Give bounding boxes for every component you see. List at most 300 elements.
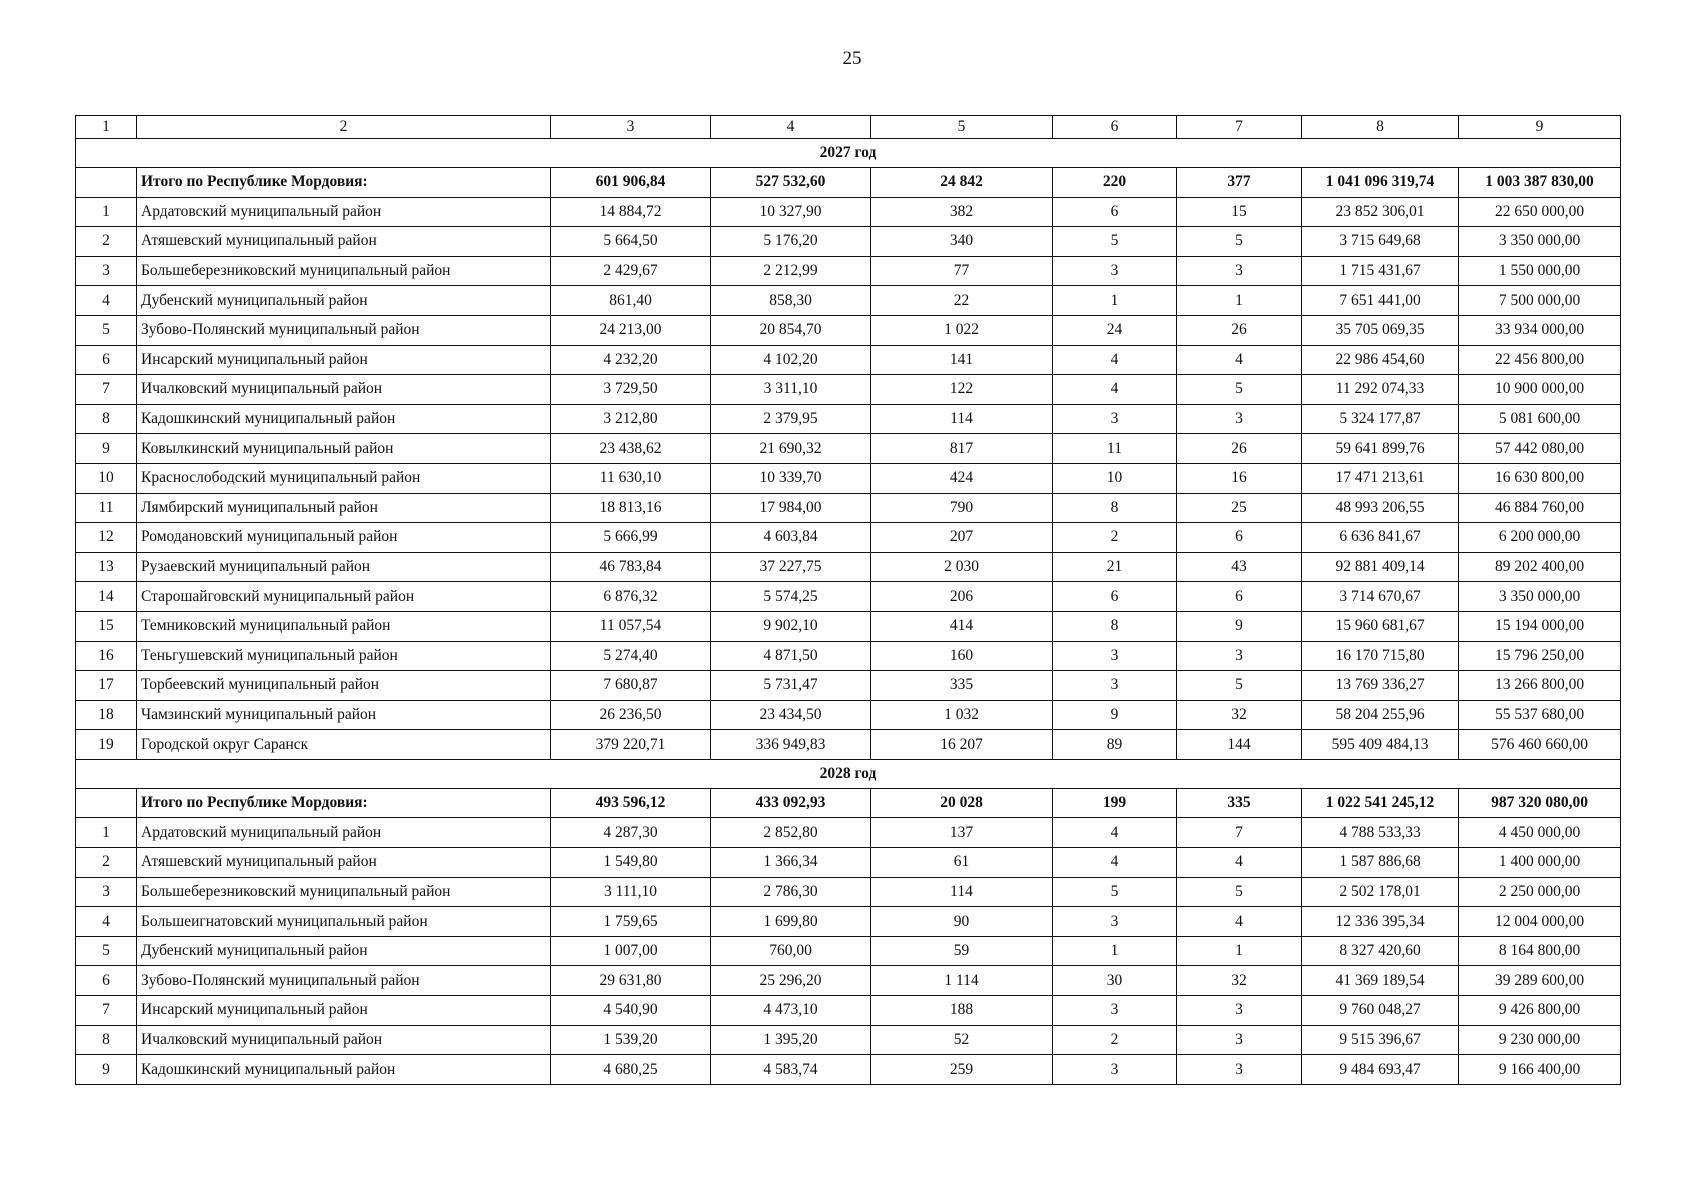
col-8-cell: 23 852 306,01 bbox=[1302, 197, 1459, 227]
col-3-cell: 18 813,16 bbox=[551, 493, 711, 523]
col-7-cell: 26 bbox=[1177, 315, 1302, 345]
col-9-cell: 22 650 000,00 bbox=[1459, 197, 1621, 227]
col-6-cell: 5 bbox=[1053, 227, 1177, 257]
col-3-cell: 6 876,32 bbox=[551, 582, 711, 612]
col-9-cell: 2 250 000,00 bbox=[1459, 877, 1621, 907]
col-7-cell: 7 bbox=[1177, 818, 1302, 848]
col-3-cell: 7 680,87 bbox=[551, 671, 711, 701]
col-4-cell: 5 574,25 bbox=[711, 582, 871, 612]
col-5-cell: 790 bbox=[871, 493, 1053, 523]
col-6-cell: 4 bbox=[1053, 848, 1177, 878]
col-name-cell: Чамзинский муниципальный район bbox=[137, 700, 551, 730]
col-5-cell: 16 207 bbox=[871, 730, 1053, 760]
col-7-cell: 144 bbox=[1177, 730, 1302, 760]
col-7-cell: 6 bbox=[1177, 582, 1302, 612]
col-index-cell bbox=[76, 168, 137, 198]
col-4-cell: 9 902,10 bbox=[711, 611, 871, 641]
col-6-cell: 21 bbox=[1053, 552, 1177, 582]
col-7-cell: 3 bbox=[1177, 641, 1302, 671]
col-3-cell: 1 549,80 bbox=[551, 848, 711, 878]
col-name-cell: Большеигнатовский муниципальный район bbox=[137, 907, 551, 937]
col-8-cell: 22 986 454,60 bbox=[1302, 345, 1459, 375]
col-index-cell: 17 bbox=[76, 671, 137, 701]
col-3-cell: 1 007,00 bbox=[551, 936, 711, 966]
col-index-cell bbox=[76, 788, 137, 818]
table-row bbox=[76, 818, 1621, 848]
col-name-cell: Дубенский муниципальный район bbox=[137, 286, 551, 316]
col-7-cell: 4 bbox=[1177, 345, 1302, 375]
col-8-cell: 5 324 177,87 bbox=[1302, 404, 1459, 434]
col-name-cell: Лямбирский муниципальный район bbox=[137, 493, 551, 523]
total-row bbox=[76, 168, 1621, 198]
col-9-cell: 12 004 000,00 bbox=[1459, 907, 1621, 937]
col-5-cell: 59 bbox=[871, 936, 1053, 966]
col-8-cell: 16 170 715,80 bbox=[1302, 641, 1459, 671]
col-4-cell: 1 699,80 bbox=[711, 907, 871, 937]
table-row bbox=[76, 434, 1621, 464]
col-3-cell: 3 212,80 bbox=[551, 404, 711, 434]
col-5-cell: 206 bbox=[871, 582, 1053, 612]
col-3-cell: 601 906,84 bbox=[551, 168, 711, 198]
year-section-header bbox=[76, 139, 1621, 168]
col-6-cell: 3 bbox=[1053, 641, 1177, 671]
col-7-cell: 43 bbox=[1177, 552, 1302, 582]
col-6-cell: 3 bbox=[1053, 404, 1177, 434]
col-name-cell: Большеберезниковский муниципальный район bbox=[137, 256, 551, 286]
col-9-cell: 15 796 250,00 bbox=[1459, 641, 1621, 671]
table-row bbox=[76, 552, 1621, 582]
col-name-cell: Ковылкинский муниципальный район bbox=[137, 434, 551, 464]
col-5-cell: 1 032 bbox=[871, 700, 1053, 730]
col-index-cell: 3 bbox=[76, 256, 137, 286]
col-9-cell: 16 630 800,00 bbox=[1459, 463, 1621, 493]
col-4-cell: 4 871,50 bbox=[711, 641, 871, 671]
col-9-cell: 57 442 080,00 bbox=[1459, 434, 1621, 464]
col-4-cell: 25 296,20 bbox=[711, 966, 871, 996]
col-name-cell: Старошайговский муниципальный район bbox=[137, 582, 551, 612]
col-6-cell: 8 bbox=[1053, 493, 1177, 523]
table-row bbox=[76, 582, 1621, 612]
col-4-cell: 2 786,30 bbox=[711, 877, 871, 907]
col-5-cell: 90 bbox=[871, 907, 1053, 937]
col-6-cell: 6 bbox=[1053, 582, 1177, 612]
col-6-cell: 3 bbox=[1053, 907, 1177, 937]
col-4-cell: 5 731,47 bbox=[711, 671, 871, 701]
col-7-cell: 3 bbox=[1177, 1025, 1302, 1055]
col-8-cell: 1 041 096 319,74 bbox=[1302, 168, 1459, 198]
col-index-cell: 12 bbox=[76, 523, 137, 553]
col-8-cell: 13 769 336,27 bbox=[1302, 671, 1459, 701]
col-6-cell: 89 bbox=[1053, 730, 1177, 760]
col-7-cell: 5 bbox=[1177, 227, 1302, 257]
col-4-cell: 37 227,75 bbox=[711, 552, 871, 582]
col-9-cell: 5 081 600,00 bbox=[1459, 404, 1621, 434]
col-4-cell: 2 379,95 bbox=[711, 404, 871, 434]
col-name-cell: Ардатовский муниципальный район bbox=[137, 818, 551, 848]
col-4-cell: 858,30 bbox=[711, 286, 871, 316]
col-8-cell: 92 881 409,14 bbox=[1302, 552, 1459, 582]
col-8-cell: 59 641 899,76 bbox=[1302, 434, 1459, 464]
table-row bbox=[76, 641, 1621, 671]
col-5-cell: 22 bbox=[871, 286, 1053, 316]
col-index-cell: 1 bbox=[76, 197, 137, 227]
col-3-cell: 26 236,50 bbox=[551, 700, 711, 730]
col-9-cell: 89 202 400,00 bbox=[1459, 552, 1621, 582]
col-7-cell: 4 bbox=[1177, 907, 1302, 937]
column-number-row bbox=[76, 116, 1621, 139]
column-number-9: 9 bbox=[1459, 116, 1621, 139]
col-3-cell: 493 596,12 bbox=[551, 788, 711, 818]
col-8-cell: 1 715 431,67 bbox=[1302, 256, 1459, 286]
col-name-cell: Ичалковский муниципальный район bbox=[137, 375, 551, 405]
col-6-cell: 24 bbox=[1053, 315, 1177, 345]
table-row bbox=[76, 315, 1621, 345]
page-number: 25 bbox=[842, 48, 862, 69]
col-6-cell: 3 bbox=[1053, 256, 1177, 286]
col-index-cell: 7 bbox=[76, 375, 137, 405]
col-3-cell: 3 111,10 bbox=[551, 877, 711, 907]
col-7-cell: 1 bbox=[1177, 936, 1302, 966]
col-name-cell: Торбеевский муниципальный район bbox=[137, 671, 551, 701]
col-7-cell: 15 bbox=[1177, 197, 1302, 227]
col-3-cell: 4 287,30 bbox=[551, 818, 711, 848]
col-name-cell: Инсарский муниципальный район bbox=[137, 996, 551, 1026]
col-index-cell: 8 bbox=[76, 404, 137, 434]
col-9-cell: 1 550 000,00 bbox=[1459, 256, 1621, 286]
table-row bbox=[76, 936, 1621, 966]
table-row bbox=[76, 404, 1621, 434]
col-7-cell: 4 bbox=[1177, 848, 1302, 878]
col-5-cell: 77 bbox=[871, 256, 1053, 286]
col-name-cell: Теньгушевский муниципальный район bbox=[137, 641, 551, 671]
table-row bbox=[76, 671, 1621, 701]
col-5-cell: 2 030 bbox=[871, 552, 1053, 582]
col-4-cell: 23 434,50 bbox=[711, 700, 871, 730]
col-index-cell: 8 bbox=[76, 1025, 137, 1055]
col-index-cell: 4 bbox=[76, 286, 137, 316]
col-5-cell: 114 bbox=[871, 877, 1053, 907]
col-3-cell: 1 539,20 bbox=[551, 1025, 711, 1055]
col-5-cell: 259 bbox=[871, 1055, 1053, 1085]
col-4-cell: 4 102,20 bbox=[711, 345, 871, 375]
col-6-cell: 4 bbox=[1053, 345, 1177, 375]
col-6-cell: 3 bbox=[1053, 996, 1177, 1026]
col-6-cell: 199 bbox=[1053, 788, 1177, 818]
col-6-cell: 1 bbox=[1053, 936, 1177, 966]
col-8-cell: 9 515 396,67 bbox=[1302, 1025, 1459, 1055]
col-4-cell: 17 984,00 bbox=[711, 493, 871, 523]
col-9-cell: 55 537 680,00 bbox=[1459, 700, 1621, 730]
table-row bbox=[76, 345, 1621, 375]
col-9-cell: 987 320 080,00 bbox=[1459, 788, 1621, 818]
col-5-cell: 817 bbox=[871, 434, 1053, 464]
col-8-cell: 17 471 213,61 bbox=[1302, 463, 1459, 493]
col-5-cell: 122 bbox=[871, 375, 1053, 405]
col-index-cell: 9 bbox=[76, 434, 137, 464]
col-name-cell: Кадошкинский муниципальный район bbox=[137, 1055, 551, 1085]
col-4-cell: 1 366,34 bbox=[711, 848, 871, 878]
col-7-cell: 3 bbox=[1177, 1055, 1302, 1085]
col-index-cell: 10 bbox=[76, 463, 137, 493]
col-index-cell: 3 bbox=[76, 877, 137, 907]
column-number-1: 1 bbox=[76, 116, 137, 139]
col-4-cell: 10 327,90 bbox=[711, 197, 871, 227]
col-9-cell: 8 164 800,00 bbox=[1459, 936, 1621, 966]
col-7-cell: 377 bbox=[1177, 168, 1302, 198]
col-index-cell: 18 bbox=[76, 700, 137, 730]
col-9-cell: 1 003 387 830,00 bbox=[1459, 168, 1621, 198]
col-8-cell: 48 993 206,55 bbox=[1302, 493, 1459, 523]
col-6-cell: 30 bbox=[1053, 966, 1177, 996]
col-3-cell: 4 232,20 bbox=[551, 345, 711, 375]
col-9-cell: 4 450 000,00 bbox=[1459, 818, 1621, 848]
col-3-cell: 379 220,71 bbox=[551, 730, 711, 760]
data-table bbox=[75, 115, 1621, 1085]
col-name-cell: Ардатовский муниципальный район bbox=[137, 197, 551, 227]
table-body bbox=[76, 116, 1621, 1085]
col-5-cell: 1 022 bbox=[871, 315, 1053, 345]
col-index-cell: 2 bbox=[76, 227, 137, 257]
column-number-3: 3 bbox=[551, 116, 711, 139]
col-9-cell: 6 200 000,00 bbox=[1459, 523, 1621, 553]
col-3-cell: 861,40 bbox=[551, 286, 711, 316]
col-4-cell: 20 854,70 bbox=[711, 315, 871, 345]
col-6-cell: 5 bbox=[1053, 877, 1177, 907]
col-name-cell: Зубово-Полянский муниципальный район bbox=[137, 315, 551, 345]
col-6-cell: 4 bbox=[1053, 818, 1177, 848]
col-7-cell: 32 bbox=[1177, 700, 1302, 730]
col-name-cell: Атяшевский муниципальный район bbox=[137, 227, 551, 257]
col-5-cell: 61 bbox=[871, 848, 1053, 878]
col-8-cell: 1 022 541 245,12 bbox=[1302, 788, 1459, 818]
col-5-cell: 424 bbox=[871, 463, 1053, 493]
col-3-cell: 5 274,40 bbox=[551, 641, 711, 671]
col-3-cell: 4 540,90 bbox=[551, 996, 711, 1026]
col-name-cell: Зубово-Полянский муниципальный район bbox=[137, 966, 551, 996]
col-8-cell: 7 651 441,00 bbox=[1302, 286, 1459, 316]
col-7-cell: 9 bbox=[1177, 611, 1302, 641]
col-7-cell: 5 bbox=[1177, 671, 1302, 701]
year-label: 2028 год bbox=[76, 759, 1621, 788]
col-9-cell: 3 350 000,00 bbox=[1459, 582, 1621, 612]
col-index-cell: 14 bbox=[76, 582, 137, 612]
table-row bbox=[76, 1025, 1621, 1055]
column-number-6: 6 bbox=[1053, 116, 1177, 139]
col-index-cell: 13 bbox=[76, 552, 137, 582]
col-7-cell: 5 bbox=[1177, 877, 1302, 907]
col-name-cell: Итого по Республике Мордовия: bbox=[137, 168, 551, 198]
col-4-cell: 21 690,32 bbox=[711, 434, 871, 464]
col-4-cell: 2 852,80 bbox=[711, 818, 871, 848]
col-name-cell: Кадошкинский муниципальный район bbox=[137, 404, 551, 434]
col-7-cell: 26 bbox=[1177, 434, 1302, 464]
col-4-cell: 10 339,70 bbox=[711, 463, 871, 493]
col-index-cell: 6 bbox=[76, 345, 137, 375]
table-row bbox=[76, 256, 1621, 286]
col-8-cell: 41 369 189,54 bbox=[1302, 966, 1459, 996]
col-5-cell: 207 bbox=[871, 523, 1053, 553]
col-4-cell: 760,00 bbox=[711, 936, 871, 966]
col-9-cell: 7 500 000,00 bbox=[1459, 286, 1621, 316]
col-name-cell: Итого по Республике Мордовия: bbox=[137, 788, 551, 818]
col-index-cell: 1 bbox=[76, 818, 137, 848]
col-4-cell: 336 949,83 bbox=[711, 730, 871, 760]
col-5-cell: 137 bbox=[871, 818, 1053, 848]
col-3-cell: 23 438,62 bbox=[551, 434, 711, 464]
table-row bbox=[76, 493, 1621, 523]
total-row bbox=[76, 788, 1621, 818]
col-7-cell: 3 bbox=[1177, 256, 1302, 286]
table-row bbox=[76, 286, 1621, 316]
col-name-cell: Городской округ Саранск bbox=[137, 730, 551, 760]
col-index-cell: 9 bbox=[76, 1055, 137, 1085]
col-6-cell: 2 bbox=[1053, 1025, 1177, 1055]
col-9-cell: 15 194 000,00 bbox=[1459, 611, 1621, 641]
col-5-cell: 141 bbox=[871, 345, 1053, 375]
col-8-cell: 2 502 178,01 bbox=[1302, 877, 1459, 907]
table-row bbox=[76, 907, 1621, 937]
table-row bbox=[76, 848, 1621, 878]
table-row bbox=[76, 523, 1621, 553]
col-6-cell: 4 bbox=[1053, 375, 1177, 405]
col-index-cell: 4 bbox=[76, 907, 137, 937]
column-number-5: 5 bbox=[871, 116, 1053, 139]
col-9-cell: 13 266 800,00 bbox=[1459, 671, 1621, 701]
col-3-cell: 29 631,80 bbox=[551, 966, 711, 996]
col-index-cell: 5 bbox=[76, 315, 137, 345]
col-name-cell: Инсарский муниципальный район bbox=[137, 345, 551, 375]
col-name-cell: Дубенский муниципальный район bbox=[137, 936, 551, 966]
col-9-cell: 39 289 600,00 bbox=[1459, 966, 1621, 996]
col-4-cell: 4 583,74 bbox=[711, 1055, 871, 1085]
col-4-cell: 4 603,84 bbox=[711, 523, 871, 553]
col-9-cell: 576 460 660,00 bbox=[1459, 730, 1621, 760]
year-label: 2027 год bbox=[76, 139, 1621, 168]
table-row bbox=[76, 700, 1621, 730]
col-3-cell: 4 680,25 bbox=[551, 1055, 711, 1085]
col-5-cell: 114 bbox=[871, 404, 1053, 434]
table-row bbox=[76, 966, 1621, 996]
col-name-cell: Краснослободский муниципальный район bbox=[137, 463, 551, 493]
table-row bbox=[76, 877, 1621, 907]
col-6-cell: 220 bbox=[1053, 168, 1177, 198]
col-8-cell: 3 715 649,68 bbox=[1302, 227, 1459, 257]
col-index-cell: 5 bbox=[76, 936, 137, 966]
col-index-cell: 16 bbox=[76, 641, 137, 671]
col-7-cell: 6 bbox=[1177, 523, 1302, 553]
col-5-cell: 414 bbox=[871, 611, 1053, 641]
col-9-cell: 9 230 000,00 bbox=[1459, 1025, 1621, 1055]
table-row bbox=[76, 197, 1621, 227]
col-6-cell: 2 bbox=[1053, 523, 1177, 553]
table-row bbox=[76, 611, 1621, 641]
table-row bbox=[76, 1055, 1621, 1085]
col-7-cell: 16 bbox=[1177, 463, 1302, 493]
col-6-cell: 11 bbox=[1053, 434, 1177, 464]
col-5-cell: 382 bbox=[871, 197, 1053, 227]
col-9-cell: 22 456 800,00 bbox=[1459, 345, 1621, 375]
col-6-cell: 1 bbox=[1053, 286, 1177, 316]
col-index-cell: 7 bbox=[76, 996, 137, 1026]
col-6-cell: 3 bbox=[1053, 671, 1177, 701]
column-number-2: 2 bbox=[137, 116, 551, 139]
col-5-cell: 52 bbox=[871, 1025, 1053, 1055]
col-8-cell: 9 760 048,27 bbox=[1302, 996, 1459, 1026]
col-8-cell: 4 788 533,33 bbox=[1302, 818, 1459, 848]
col-4-cell: 3 311,10 bbox=[711, 375, 871, 405]
col-3-cell: 5 664,50 bbox=[551, 227, 711, 257]
col-9-cell: 9 426 800,00 bbox=[1459, 996, 1621, 1026]
col-6-cell: 9 bbox=[1053, 700, 1177, 730]
col-3-cell: 14 884,72 bbox=[551, 197, 711, 227]
col-6-cell: 6 bbox=[1053, 197, 1177, 227]
col-3-cell: 11 057,54 bbox=[551, 611, 711, 641]
col-name-cell: Рузаевский муниципальный район bbox=[137, 552, 551, 582]
table-row bbox=[76, 227, 1621, 257]
col-7-cell: 1 bbox=[1177, 286, 1302, 316]
col-8-cell: 6 636 841,67 bbox=[1302, 523, 1459, 553]
col-name-cell: Темниковский муниципальный район bbox=[137, 611, 551, 641]
col-6-cell: 8 bbox=[1053, 611, 1177, 641]
col-9-cell: 10 900 000,00 bbox=[1459, 375, 1621, 405]
col-5-cell: 340 bbox=[871, 227, 1053, 257]
col-index-cell: 15 bbox=[76, 611, 137, 641]
col-index-cell: 19 bbox=[76, 730, 137, 760]
col-name-cell: Ичалковский муниципальный район bbox=[137, 1025, 551, 1055]
col-3-cell: 5 666,99 bbox=[551, 523, 711, 553]
col-name-cell: Ромодановский муниципальный район bbox=[137, 523, 551, 553]
col-4-cell: 527 532,60 bbox=[711, 168, 871, 198]
col-name-cell: Большеберезниковский муниципальный район bbox=[137, 877, 551, 907]
col-8-cell: 35 705 069,35 bbox=[1302, 315, 1459, 345]
col-4-cell: 5 176,20 bbox=[711, 227, 871, 257]
col-3-cell: 46 783,84 bbox=[551, 552, 711, 582]
col-6-cell: 3 bbox=[1053, 1055, 1177, 1085]
col-7-cell: 5 bbox=[1177, 375, 1302, 405]
column-number-7: 7 bbox=[1177, 116, 1302, 139]
table-row bbox=[76, 730, 1621, 760]
col-5-cell: 335 bbox=[871, 671, 1053, 701]
col-index-cell: 2 bbox=[76, 848, 137, 878]
col-3-cell: 2 429,67 bbox=[551, 256, 711, 286]
column-number-4: 4 bbox=[711, 116, 871, 139]
col-9-cell: 33 934 000,00 bbox=[1459, 315, 1621, 345]
year-section-header bbox=[76, 759, 1621, 788]
col-8-cell: 3 714 670,67 bbox=[1302, 582, 1459, 612]
col-8-cell: 11 292 074,33 bbox=[1302, 375, 1459, 405]
col-9-cell: 3 350 000,00 bbox=[1459, 227, 1621, 257]
col-5-cell: 188 bbox=[871, 996, 1053, 1026]
col-7-cell: 25 bbox=[1177, 493, 1302, 523]
col-9-cell: 1 400 000,00 bbox=[1459, 848, 1621, 878]
col-8-cell: 15 960 681,67 bbox=[1302, 611, 1459, 641]
col-5-cell: 160 bbox=[871, 641, 1053, 671]
col-name-cell: Атяшевский муниципальный район bbox=[137, 848, 551, 878]
table-row bbox=[76, 996, 1621, 1026]
col-5-cell: 24 842 bbox=[871, 168, 1053, 198]
col-7-cell: 3 bbox=[1177, 404, 1302, 434]
table-row bbox=[76, 463, 1621, 493]
col-index-cell: 6 bbox=[76, 966, 137, 996]
col-4-cell: 4 473,10 bbox=[711, 996, 871, 1026]
col-8-cell: 58 204 255,96 bbox=[1302, 700, 1459, 730]
col-9-cell: 9 166 400,00 bbox=[1459, 1055, 1621, 1085]
col-3-cell: 3 729,50 bbox=[551, 375, 711, 405]
col-7-cell: 335 bbox=[1177, 788, 1302, 818]
col-8-cell: 595 409 484,13 bbox=[1302, 730, 1459, 760]
col-9-cell: 46 884 760,00 bbox=[1459, 493, 1621, 523]
col-5-cell: 20 028 bbox=[871, 788, 1053, 818]
